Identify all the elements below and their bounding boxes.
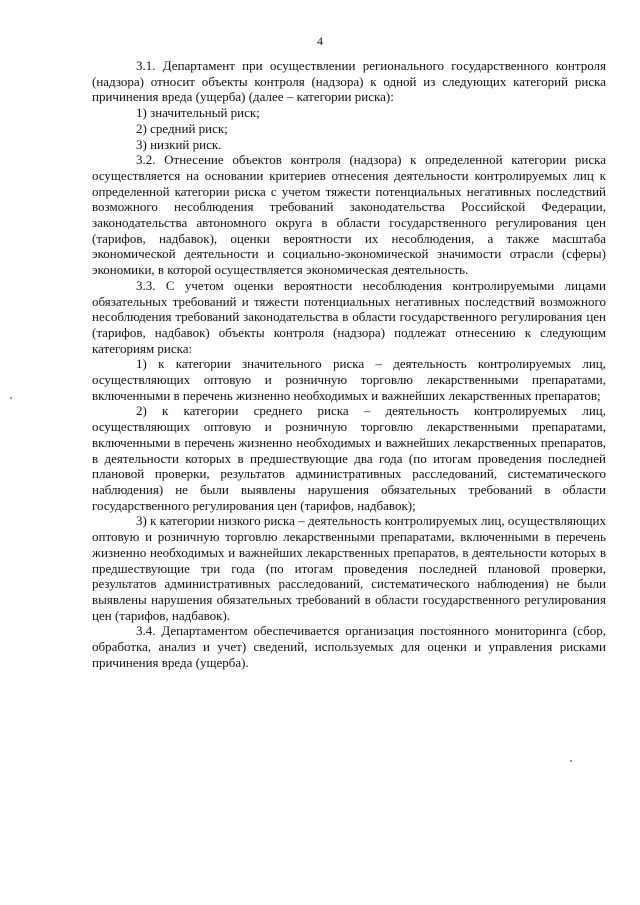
paragraph-3-3: 3.3. С учетом оценки вероятности несоблюдения контролируемыми лицами обязательных требований и тяжести потенциальных негативных последствий возможного несоблюдения требований законодательства в области государственного регулирования цен (тарифов, надбавок) объекты контроля (надзора) подлежат отнесению к следующим категориям риска: xyxy=(92,277,606,356)
paragraph-3-2: 3.2. Отнесение объектов контроля (надзора) к определенной категории риска осуществляется на основании критериев отнесения деятельности контролируемых лиц к определенной категории риска с учетом тяжести потенциальных негативных последствий возможного несоблюдения требований законодательства Российской Федерации, законодательства автономного округа в области государственного регулирования цен (тарифов, надбавок), оценки вероятности их несоблюдения, а также масштаба экономической деятельности и социально-экономической значимости отрасли (сферы) экономики, в которой осуществляется экономическая деятельность. xyxy=(92,152,606,278)
scan-speck xyxy=(10,397,12,399)
risk-category-medium: 2) к категории среднего риска – деятельность контролируемых лиц, осуществляющих оптовую и розничную торговлю лекарственными препаратами, включенными в перечень жизненно необходимых и важнейших лекарственных препаратов, в деятельности которых в предшествующие два года (по итогам проведения последней плановой проверки, результатов административных расследований, систематического наблюдения) не были выявлены нарушения обязательных требований в области государственного регулирования цен (тарифов, надбавок); xyxy=(92,403,606,513)
paragraph-3-4: 3.4. Департаментом обеспечивается организация постоянного мониторинга (сбор, обработка, анализ и учет) сведений, используемых для оценки и управления рисками причинения вреда (ущерба). xyxy=(92,623,606,670)
scan-speck xyxy=(570,760,572,762)
paragraph-3-1: 3.1. Департамент при осуществлении регионального государственного контроля (надзора) относит объекты контроля (надзора) к одной из следующих категорий риска причинения вреда (ущерба) (далее – категории риска): xyxy=(92,58,606,105)
page-number: 4 xyxy=(317,34,323,48)
document-body xyxy=(92,58,606,670)
list-item-low-risk: 3) низкий риск. xyxy=(136,136,222,152)
list-item-medium-risk: 2) средний риск; xyxy=(136,120,228,136)
risk-category-low: 3) к категории низкого риска – деятельность контролируемых лиц, осуществляющих оптовую и розничную торговлю лекарственными препаратами, включенными в перечень жизненно необходимых и важнейших лекарственных препаратов, в деятельности которых в предшествующие три года (по итогам проведения последней плановой проверки, результатов административных расследований, систематического наблюдения) не были выявлены нарушения обязательных требований в области государственного регулирования цен (тарифов, надбавок). xyxy=(92,513,606,623)
list-item-significant-risk: 1) значительный риск; xyxy=(136,105,260,121)
risk-category-significant: 1) к категории значительного риска – деятельность контролируемых лиц, осуществляющих оптовую и розничную торговлю лекарственными препаратами, включенными в перечень жизненно необходимых и важнейших лекарственных препаратов; xyxy=(92,356,606,403)
